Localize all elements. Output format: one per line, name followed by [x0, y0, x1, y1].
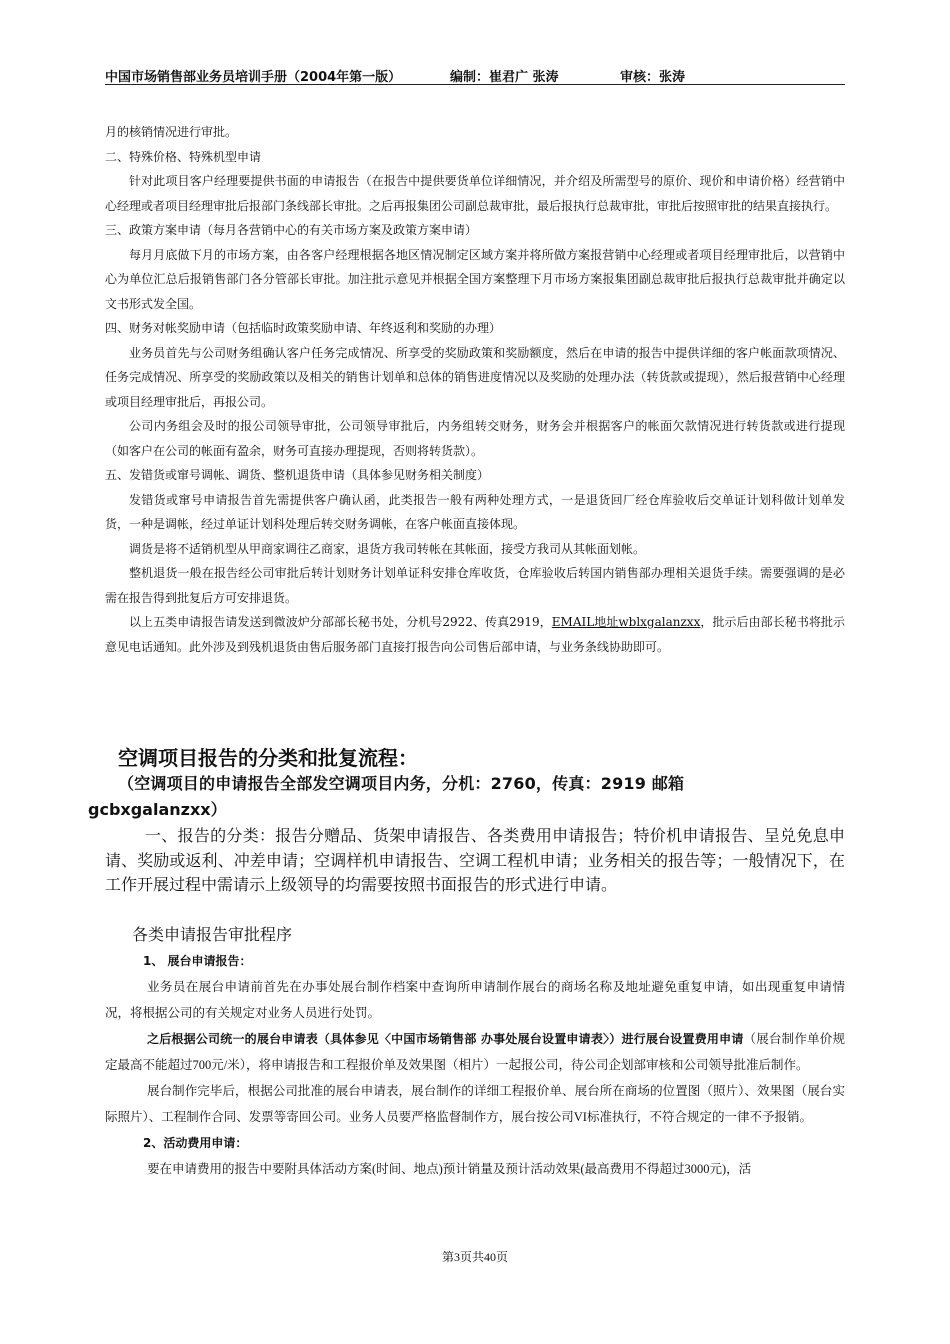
- procedure-details: [105, 948, 845, 1182]
- paragraph: 针对此项目客户经理要提供书面的申请报告（在报告中提供要货单位详细情况，并介绍及所需型号的原价、现价和申请价格）经营销中心经理或者项目经理审批后报部门条线部长审批。之后再报集团公司副总裁审批，最后报执行总裁审批，审批后按照审批的结果直接执行。: [105, 174, 845, 213]
- text-span: ，批示后由部长秘书将批示意见电话通知。此外涉及到残机退货由售后服务部门直接打报告向公司售后部申请，与业务条线协助即可。: [105, 615, 845, 654]
- classification-paragraph: 一、报告的分类：报告分赠品、货架申请报告、各类费用申请报告；特价机申请报告、呈兑免息申请、奖励或返利、冲差申请；空调样机申请报告、空调工程机申请；业务相关的报告等；一般情况下，在工作开展过程中需请示上级领导的均需要按照书面报告的形式进行申请。: [105, 826, 845, 894]
- item-heading: 1、 展台申请报告：: [143, 954, 252, 968]
- page-number: 第3页共40页: [441, 1250, 508, 1264]
- section-heading: 四、财务对帐奖励申请（包括临时政策奖励申请、年终返利和奖励的办理）: [105, 321, 502, 335]
- procedure-title: 各类申请报告审批程序: [132, 925, 293, 944]
- paragraph: [105, 1026, 845, 1078]
- section-subtitle: [88, 771, 846, 823]
- paragraph: 业务员在展台申请前首先在办事处展台制作档案中查询所申请制作展台的商场名称及地址避免重复申请，如出现重复申请情况，将根据公司的有关规定对业务人员进行处罚。: [105, 980, 845, 1020]
- paragraph: 整机退货一般在报告经公司审批后转计划财务计划单证科安排仓库收货，仓库验收后转国内销售部办理相关退货手续。需要强调的是必需在报告得到批复后方可安排退货。: [105, 566, 845, 605]
- bold-text: 之后根据公司统一的展台申请表（具体参见〈中国市场销售部 办事处展台设置申请表〉）进行展台设置费用申请: [147, 1032, 744, 1046]
- page-header: [105, 62, 845, 85]
- section-title: 空调项目报告的分类和批复流程：: [118, 746, 418, 770]
- paragraph: 展台制作完毕后，根据公司批准的展台申请表，展台制作的详细工程报价单、展台所在商场的位置图（照片）、效果图（展台实际照片）、工程制作合同、发票等寄回公司。业务人员要严格监督制作方，展台按公司VI标准执行，不符合规定的一律不予报销。: [105, 1084, 845, 1124]
- compiled-by: 编制：崔君广 张涛: [450, 70, 559, 85]
- section-heading: 二、特殊价格、特殊机型申请: [105, 149, 262, 164]
- text-span: （展台制作单价规定最高不能超过700元/米），将申请报告和工程报价单及效果图（相片）一起报公司，待公司企划部审核和公司领导批准后制作。: [105, 1032, 845, 1072]
- reviewed-by: 审核：张涛: [620, 70, 686, 85]
- paragraph: 业务员首先与公司财务组确认客户任务完成情况、所享受的奖励政策和奖励额度，然后在申请的报告中提供详细的客户帐面款项情况、任务完成情况、所享受的奖励政策以及相关的销售计划单和总体的销售进度情况以及奖励的处理办法（转货款或提现），然后报营销中心经理或项目经理审批后，再报公司。: [105, 345, 845, 409]
- document-body: [105, 120, 845, 659]
- paragraph: 月的核销情况进行审批。: [105, 125, 238, 139]
- classification-block: [105, 824, 845, 898]
- subtitle-line: gcbxgalanzxx）: [88, 800, 227, 819]
- section-heading: 五、发错货或窜号调帐、调货、整机退货申请（具体参见财务相关制度）: [105, 468, 490, 482]
- paragraph: 每月月底做下月的市场方案，由各客户经理根据各地区情况制定区域方案并将所做方案报营销中心经理或者项目经理审批后，以营销中心为单位汇总后报销售部门各分管部长审批。加注批示意见并根据全国方案整理下月市场方案报集团副总裁审批后报执行总裁审批并确定以文书形式发全国。: [105, 247, 845, 311]
- manual-title: 中国市场销售部业务员培训手册（2004年第一版）: [105, 70, 402, 85]
- section-heading: 三、政策方案申请（每月各营销中心的有关市场方案及政策方案申请）: [105, 223, 478, 237]
- paragraph: 发错货或窜号申请报告首先需提供客户确认函，此类报告一般有两种处理方式，一是退货回厂经仓库验收后交单证计划科做计划单发货，一种是调帐，经过单证计划科处理后转交财务调帐，在客户帐面直接体现。: [105, 492, 845, 531]
- paragraph: 要在申请费用的报告中要附具体活动方案(时间、地点)预计销量及预计活动效果(最高费用不得超过3000元)，活: [147, 1162, 752, 1176]
- paragraph: 调货是将不适销机型从甲商家调往乙商家，退货方我司转帐在其帐面，接受方我司从其帐面划帐。: [129, 541, 646, 556]
- paragraph: 公司内务组会及时的报公司领导审批，公司领导审批后，内务组转交财务，财务会并根据客户的帐面欠款情况进行转货款或进行提现（如客户在公司的帐面有盈余，财务可直接办理提现，否则将转货款）。: [105, 419, 845, 458]
- email-link[interactable]: EMAIL地址wblxgalanzxx: [551, 615, 701, 629]
- text-span: 以上五类申请报告请发送到微波炉分部部长秘书处，分机号2922、传真2919，: [129, 615, 552, 629]
- paragraph: [105, 610, 845, 659]
- item-heading: 2、活动费用申请：: [143, 1136, 248, 1150]
- subtitle-line: （空调项目的申请报告全部发空调项目内务，分机：2760，传真：2919 邮箱: [118, 774, 685, 793]
